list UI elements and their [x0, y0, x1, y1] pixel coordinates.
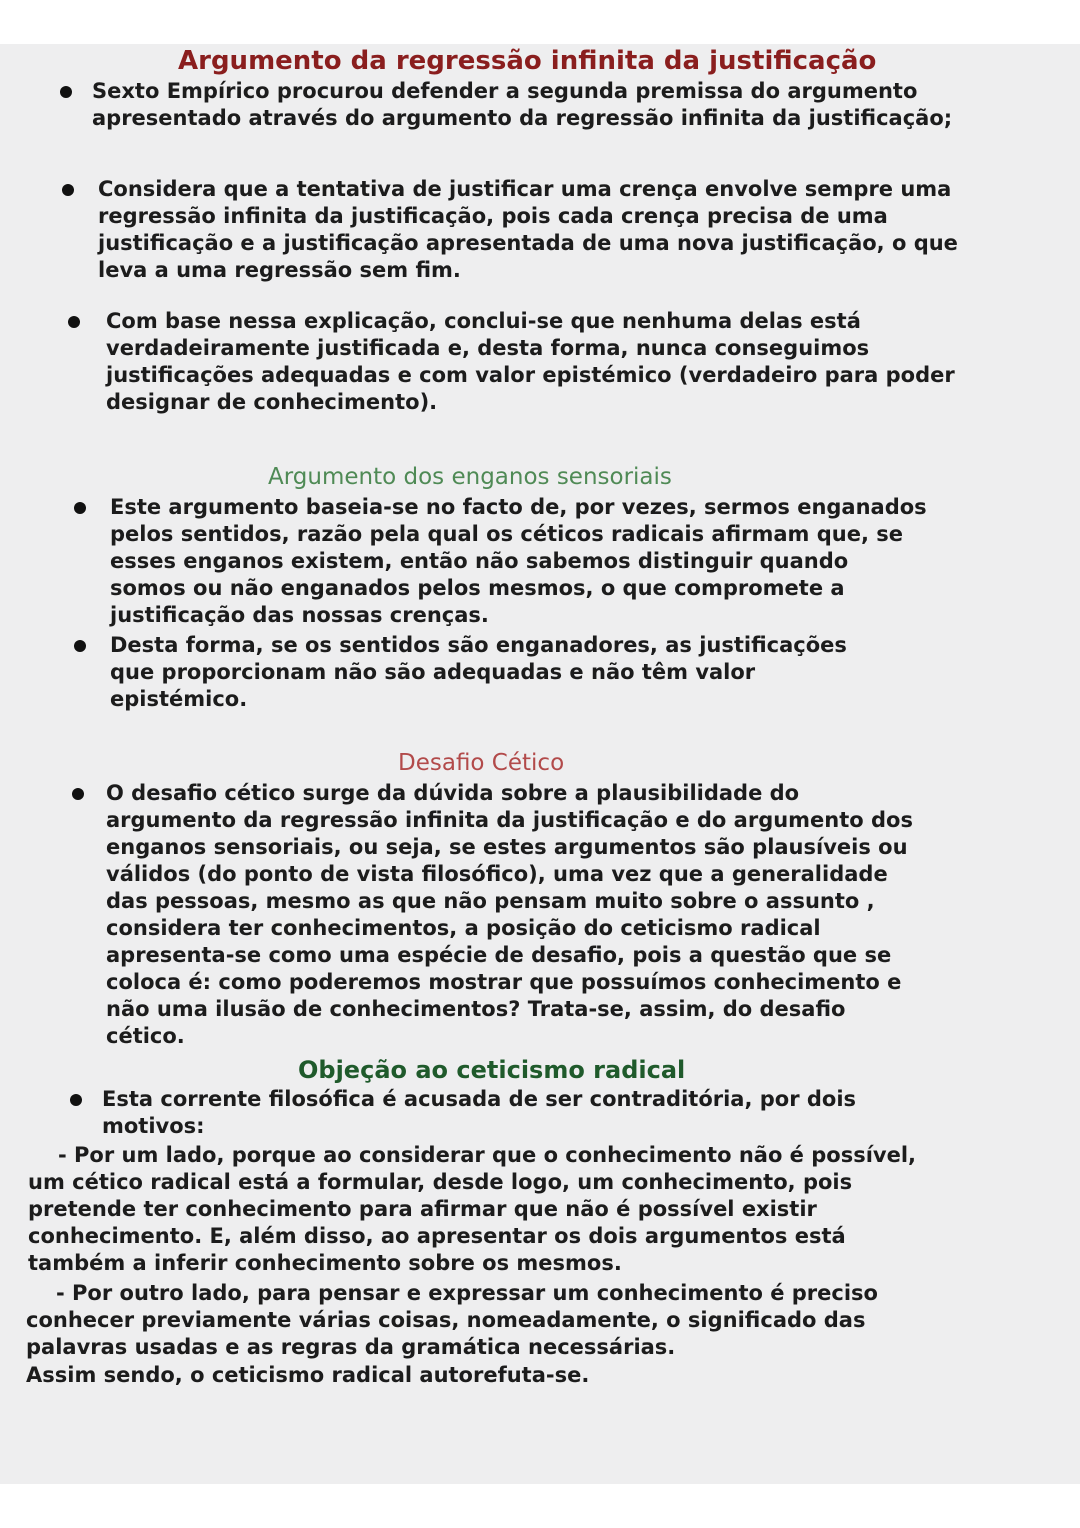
bullet-text: O desafio cético surge da dúvida sobre a plausibilidade do argumento da regressão infinita da justificação e do argumento dos enganos sensoriais, ou seja, se estes argumentos são plausíveis ou válidos (do ponto de vista filosófico), uma vez que a generalidade das pessoas, mesmo as que não pensam muito sobre o assunto , considera ter conhecimentos, a posição do ceticismo radical apresenta-se como uma espécie de desafio, pois a questão que se coloca é: como poderemos mostrar que possuímos conhecimento e não uma ilusão de conhecimentos? Trata-se, assim, do desafio cético.	[106, 781, 913, 1048]
bullet-text: Considera que a tentativa de justificar uma crença envolve sempre uma regressão infinita da justificação, pois cada crença precisa de uma justificação e a justificação apresentada de uma nova justificação, o que leva a uma regressão sem fim.	[98, 177, 958, 282]
objection-paragraph-1: - Por um lado, porque ao considerar que o conhecimento não é possível, um cético radical está a formular, desde logo, um conhecimento, pois pretende ter conhecimento para afirmar que não é possível existir conhecimento. E, além disso, ao apresentar os dois argumentos está também a inferir conhecimento sobre os mesmos.	[28, 1143, 916, 1275]
bullet-icon	[60, 86, 72, 98]
bullet-icon	[70, 1094, 82, 1106]
bullet-icon	[72, 788, 84, 800]
section-title-enganos: Argumento dos enganos sensoriais	[268, 464, 672, 490]
bullet-text: Com base nessa explicação, conclui-se que nenhuma delas está verdadeiramente justificada e, desta forma, nunca conseguimos justificações adequadas e com valor epistémico (verdadeiro para poder designar de conhecimento).	[106, 309, 955, 414]
list-item	[98, 176, 958, 284]
list-item	[92, 78, 962, 132]
list-item	[106, 308, 956, 416]
section-title-objecao: Objeção ao ceticismo radical	[298, 1056, 686, 1084]
list-item	[110, 632, 890, 713]
bullet-icon	[74, 502, 86, 514]
notes-page	[0, 44, 1080, 1484]
bullet-icon	[74, 640, 86, 652]
bullet-text: Este argumento baseia-se no facto de, por vezes, sermos enganados pelos sentidos, razão pela qual os céticos radicais afirmam que, se esses enganos existem, então não sabemos distinguir quando somos ou não enganados pelos mesmos, o que compromete a justificação das nossas crenças.	[110, 495, 927, 627]
bullet-text: Esta corrente filosófica é acusada de ser contraditória, por dois motivos:	[102, 1087, 857, 1138]
list-item	[106, 780, 916, 1050]
bullet-text: Desta forma, se os sentidos são enganadores, as justificações que proporcionam não são adequadas e não têm valor epistémico.	[110, 633, 847, 711]
section-title-desafio: Desafio Cético	[398, 750, 565, 776]
objection-conclusion: Assim sendo, o ceticismo radical autorefuta-se.	[26, 1363, 590, 1387]
bullet-icon	[68, 316, 80, 328]
list-item	[102, 1086, 862, 1140]
bottom-margin	[0, 1484, 1080, 1528]
bullet-text: Sexto Empírico procurou defender a segunda premissa do argumento apresentado através do argumento da regressão infinita da justificação;	[92, 79, 953, 130]
list-item	[110, 494, 930, 629]
section-title-regressao: Argumento da regressão infinita da justificação	[178, 46, 877, 76]
bullet-icon	[62, 184, 74, 196]
objection-paragraph-2: - Por outro lado, para pensar e expressar um conhecimento é preciso conhecer previamente várias coisas, nomeadamente, o significado das palavras usadas e as regras da gramática necessárias.	[26, 1281, 878, 1359]
